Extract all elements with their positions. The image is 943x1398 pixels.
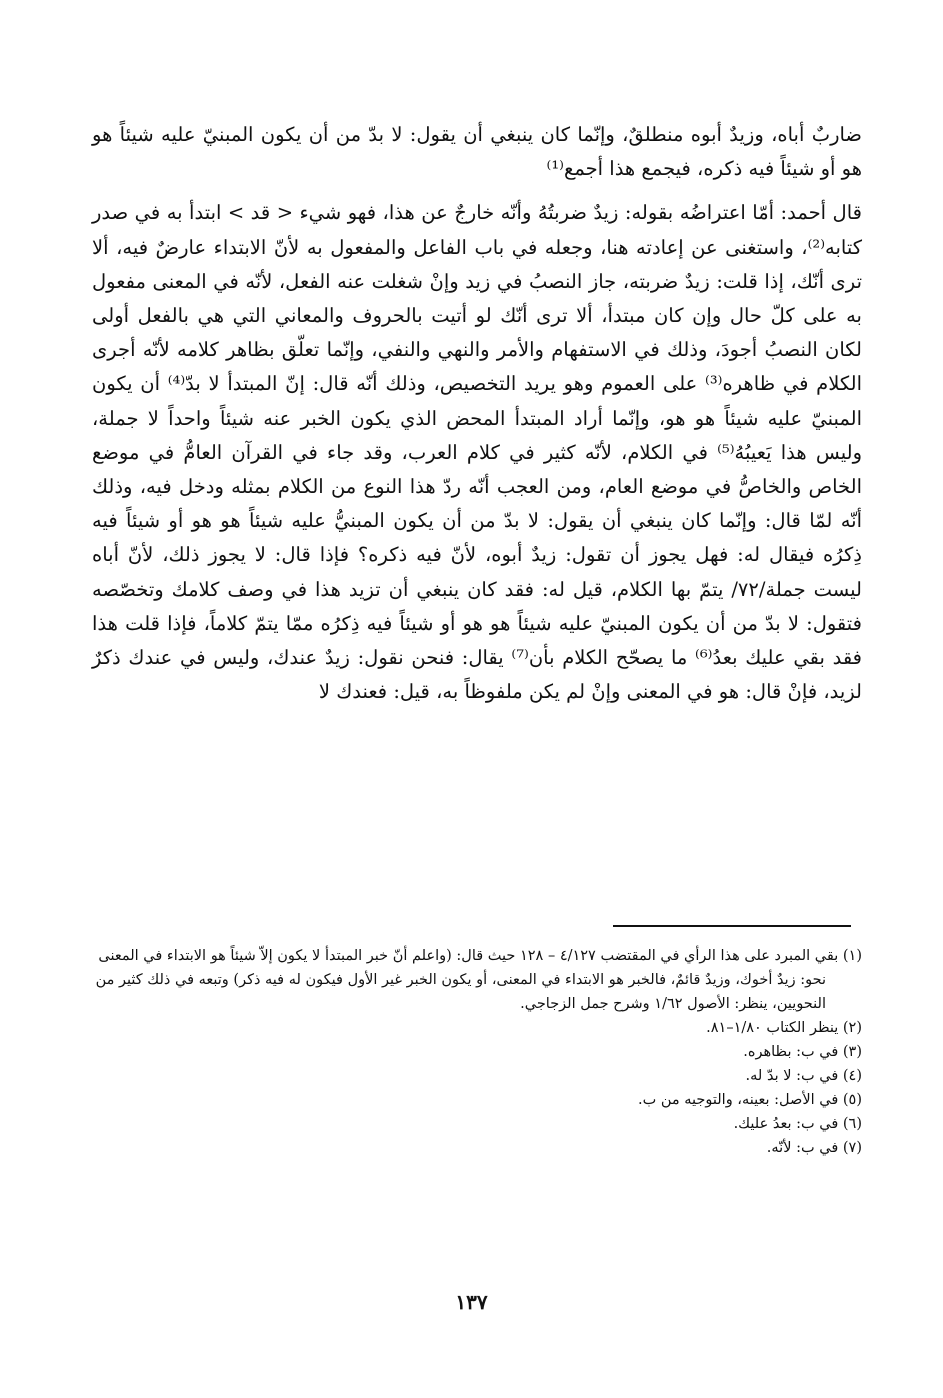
footnote-7: (٧) في ب: لأنّه. <box>766 1140 862 1156</box>
paragraph-2: قال أحمد: أمّا اعتراضُه بقوله: زيدٌ ضربتُهُ وأنّه خارجٌ عن هذا، فهو شيء < قد > ابتدأ به في صدر كتابه⁽²⁾، واستغنى عن إعادته هنا، وجعله في باب الفاعل والمفعول به لأنّ الابتداء عارضٌ فيه، ألا ترى أنّك، إذا قلت: زيدٌ ضربته، جاز النصبُ في زيد وإنْ شغلت عنه الفعل، لأنّه في المعنى مفعول به على كلّ حال وإن كان مبتدأ، ألا ترى أنّك لو أتيت بالحروف والمعاني التي هي بالفعل أولى لكان النصبُ أجودَ، وذلك في الاستفهام والأمر والنهي والنفي، وإنّما تعلّق بظاهر كلامه لأنّه أجرى الكلام في ظاهره⁽³⁾ على العموم وهو يريد التخصيص، وذلك أنّه قال: إنّ المبتدأ لا بدّ⁽⁴⁾ أن يكون المبنيّ عليه شيئاً هو هو، وإنّما أراد المبتدأ المحض الذي يكون الخبر عنه شيئاً واحداً لا جملة، وليس هذا يَعيبُهُ⁽⁵⁾ في الكلام، لأنّه كثير في كلام العرب، وقد جاء في القرآن العامُّ في موضع الخاص والخاصُّ في موضع العام، ومن العجب أنّه ردّ هذا النوع من الكلام بمثله ودخل فيه، وذلك أنّه لمّا قال: وإنّما كان ينبغي أن يقول: لا بدّ من أن يكون المبنيُّ عليه شيئاً هو هو أو شيئاً فيه ذِكرُه فيقال له: فهل يجوز أن تقول: زيدٌ أبوه، لأنّ فيه ذكره؟ فإذا قال: لا يجوز ذلك، لأنّ أباه ليست جملة/٧٢/ يتمّ بها الكلام، قيل له: فقد كان ينبغي أن تزيد هذا في وصف كلامك وتخصّصه فتقول: لا بدّ من أن يكون المبنيّ عليه شيئاً هو هو أو شيئاً فيه ذِكرُه ممّا يتمّ كلاماً، فإذا قلت هذا فقد بقي عليك بعدُ⁽⁶⁾ ما يصحّح الكلام بأن⁽⁷⁾ يقال: فنحن نقول: زيدٌ عندك، وليس في عندك ذكرٌ لزيد، فإنْ قال: هو في المعنى وإنْ لم يكن ملفوظاً به، قيل: فعندك لا <box>92 201 863 704</box>
footnote-2: (٢) ينظر الكتاب ١/٨٠–٨١. <box>706 1020 862 1036</box>
page-number: ١٣٧ <box>455 1290 488 1314</box>
footnote-4: (٤) في ب: لا بدّ له. <box>745 1068 862 1084</box>
footnote-1: (١) بقي المبرد على هذا الرأي في المقتضب ٤/١٢٧ – ١٢٨ حيث قال: (واعلم أنّ خبر المبتدأ لا يكون إلاّ شيئاً هو الابتداء في المعنى نحو: زيدٌ أخوك، وزيدٌ قائمٌ، فالخبر هو الابتداء في المعنى، أو يكون الخبر غير الأول فيكون له فيه ذكر) وتبعه في ذلك كثير من النحويين، ينظر: الأصول ١/٦٢ وشرح جمل الزجاجي. <box>95 948 862 1012</box>
footnote-6: (٦) في ب: بعدُ عليك. <box>733 1116 862 1132</box>
footnote-separator <box>613 925 851 927</box>
main-text <box>92 118 862 709</box>
footnote-3: (٣) في ب: بظاهره. <box>743 1044 862 1060</box>
footnotes <box>92 944 862 1160</box>
paragraph-1: ضاربٌ أباه، وزيدٌ أبوه منطلقٌ، وإنّما كان ينبغي أن يقول: لا بدّ من أن يكون المبنيّ عليه شيئاً هو هو أو شيئاً فيه ذكره، فيجمع هذا أجمع⁽¹⁾ <box>92 123 862 181</box>
footnote-5: (٥) في الأصل: بعينه، والتوجيه من ب. <box>637 1092 862 1108</box>
